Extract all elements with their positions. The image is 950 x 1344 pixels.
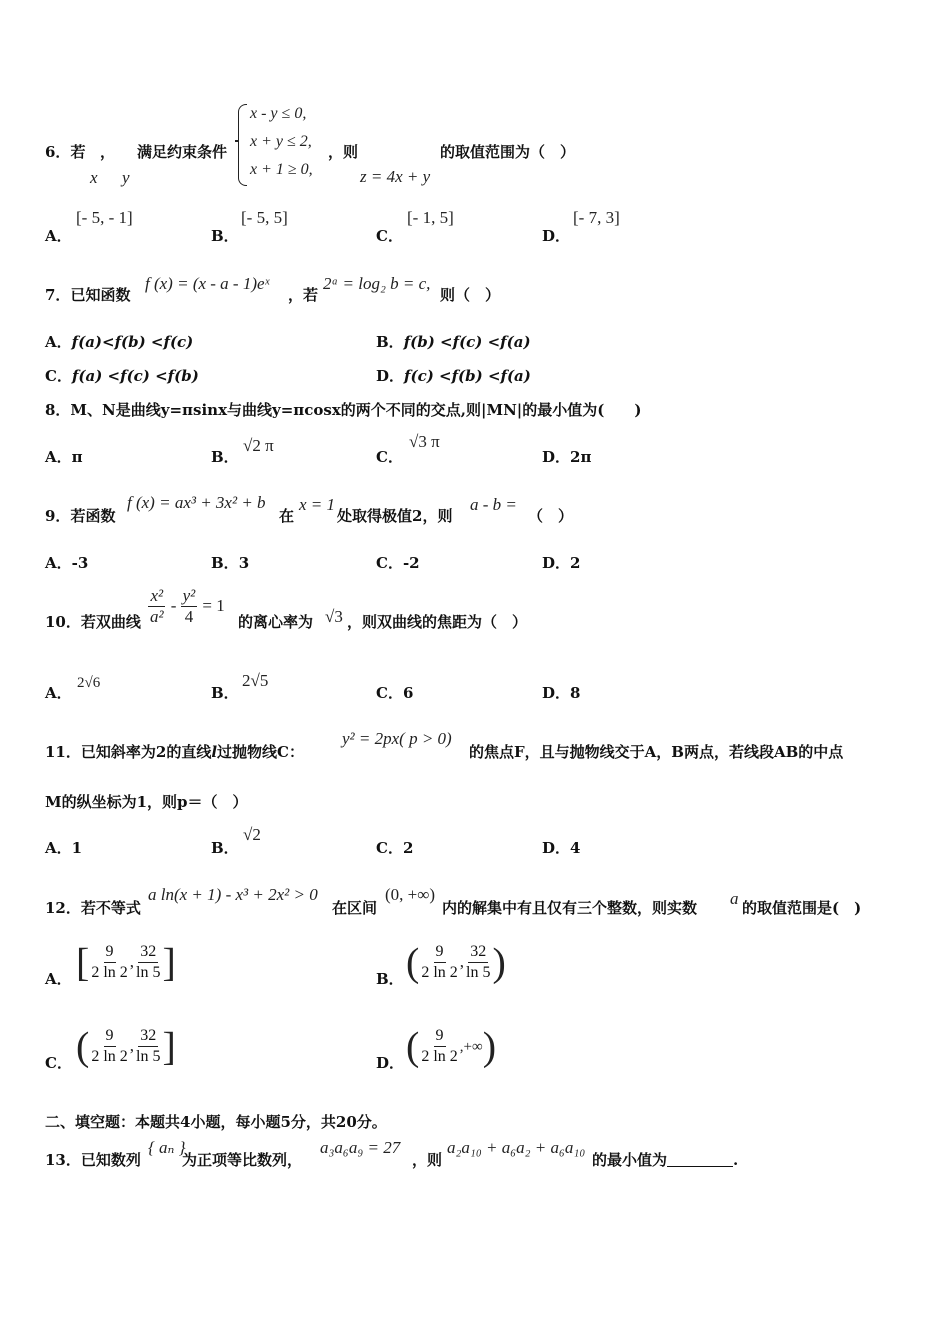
q12-option-d-value: ( $\frac{9}{2 \ln 2}$ ,+∞) [406, 1023, 497, 1069]
q9-extremum: 处取得极值2，则 [337, 507, 453, 525]
q6-option-c-label[interactable]: C． [376, 227, 403, 245]
q11-option-a[interactable]: A．1 [45, 839, 83, 857]
q13-condition: a₃a₆a₉ = 27 [320, 1138, 401, 1157]
q11-option-c[interactable]: C．2 [376, 839, 414, 857]
q6-option-c-value: [- 1, 5] [407, 208, 454, 227]
q6-constraint-3: x + 1 ≥ 0, [250, 161, 313, 178]
q8-option-b-value: √2 π [243, 436, 274, 455]
q6-question: 的取值范围为（ ） [440, 143, 576, 161]
q8-option-d[interactable]: D．2π [542, 448, 592, 466]
q13-answer-blank[interactable] [667, 1152, 733, 1167]
q13-expression: a₂a₁₀ + a₆a₂ + a₆a₁₀ [447, 1138, 586, 1157]
q12-question: 的取值范围是( ) [742, 899, 862, 917]
q6-constraint-1: x - y ≤ 0, [250, 105, 307, 122]
q6-then: ，则 [328, 143, 359, 161]
q9-option-b[interactable]: B．3 [211, 554, 250, 572]
q12-inequality: a ln(x + 1) - x³ + 2x² > 0 [148, 885, 318, 904]
q10-option-b-value: 2√5 [242, 671, 269, 690]
q10-option-c[interactable]: C．6 [376, 684, 414, 702]
q12-interval-label: 在区间 [332, 899, 378, 917]
q11-stem: 11．已知斜率为2的直线l过抛物线C： [45, 743, 304, 761]
q11-parabola: y² = 2px( p > 0) [342, 729, 452, 748]
q12-stem: 12．若不等式 [45, 899, 141, 917]
q10-fraction-y: $\frac{\text{y²}}{4}$ [182, 586, 196, 626]
q13-question: 的最小值为 . [592, 1151, 739, 1169]
q12-option-b-label[interactable]: B． [376, 970, 404, 988]
q6-var-x: x [90, 168, 98, 187]
q6-option-a-label[interactable]: A． [45, 227, 72, 245]
q6-option-b-value: [- 5, 5] [241, 208, 288, 227]
q11-option-b-value: √2 [243, 825, 261, 844]
q9-point: x = 1 [299, 495, 336, 514]
q11-option-d[interactable]: D．4 [542, 839, 581, 857]
q10-eccentricity-label: 的离心率为 [238, 613, 314, 631]
q9-question: （ ） [528, 507, 574, 525]
q7-stem: 7．已知函数 [45, 286, 131, 304]
q10-option-b-label[interactable]: B． [211, 684, 239, 702]
q10-eccentricity: √3 [325, 607, 343, 626]
q10-option-d[interactable]: D．8 [542, 684, 581, 702]
q8-option-b-label[interactable]: B． [211, 448, 239, 466]
q7-option-d[interactable]: D．f(c) <f(b) <f(a) [376, 367, 531, 385]
q6-constraint-label: 满足约束条件 [137, 143, 228, 161]
q8-option-c-label[interactable]: C． [376, 448, 403, 466]
q6-stem: 6．若 [45, 143, 86, 161]
q12-option-a-value: [ $\frac{9}{2 \ln 2}$ , $\frac{32}{\ln 5}$ ] [76, 939, 176, 985]
q6-constraint-2: x + y ≤ 2, [250, 133, 312, 150]
q9-expression: a - b = [470, 495, 517, 514]
q9-stem: 9．若函数 [45, 507, 116, 525]
q12-option-c-value: ( $\frac{9}{2 \ln 2}$ , $\frac{32}{\ln 5}$ ] [76, 1023, 176, 1069]
q13-geometric: 为正项等比数列， [182, 1151, 303, 1169]
q7-condition: 2ᵃ = log₂ b = c, [323, 274, 431, 293]
q10-option-a-label[interactable]: A． [45, 684, 72, 702]
q12-condition: 内的解集中有且仅有三个整数，则实数 [442, 899, 698, 917]
q13-then: ，则 [412, 1151, 443, 1169]
q7-function: f (x) = (x - a - 1)eˣ [145, 274, 270, 293]
q9-option-a[interactable]: A．-3 [45, 554, 89, 572]
q6-option-b-label[interactable]: B． [211, 227, 239, 245]
q7-option-b[interactable]: B．f(b) <f(c) <f(a) [376, 333, 531, 351]
q10-question: ，则双曲线的焦距为（ ） [347, 613, 528, 631]
q13-sequence: { aₙ } [148, 1138, 186, 1157]
q10-fraction-x: $\frac{\text{x²}}{\text{a²}}$ [150, 586, 164, 626]
q11-stem-line2: M的纵坐标为1，则p＝（ ） [45, 793, 248, 811]
q8-option-c-value: √3 π [409, 432, 440, 451]
q7-option-a[interactable]: A．f(a)<f(b) <f(c) [45, 333, 194, 351]
q7-option-c[interactable]: C．f(a) <f(c) <f(b) [45, 367, 199, 385]
q7-question: 则（ ） [440, 286, 501, 304]
q9-at: 在 [279, 507, 295, 525]
q12-interval: (0, +∞) [385, 885, 436, 904]
q10-option-a-value: 2√6 [77, 675, 101, 691]
q12-option-b-value: ( $\frac{9}{2 \ln 2}$ , $\frac{32}{\ln 5}$ ) [406, 939, 506, 985]
q6-objective: z = 4x + y [360, 167, 431, 186]
q6-option-d-value: [- 7, 3] [573, 208, 620, 227]
q6-option-a-value: [- 5, - 1] [76, 208, 133, 227]
q12-option-a-label[interactable]: A． [45, 970, 72, 988]
q11-option-b-label[interactable]: B． [211, 839, 239, 857]
q11-stem-continued: 的焦点F，且与抛物线交于A，B两点，若线段AB的中点 [469, 743, 844, 761]
q9-option-c[interactable]: C．-2 [376, 554, 420, 572]
q6-comma: ， [100, 143, 116, 161]
q12-var-a: a [730, 889, 739, 908]
q8-stem: 8．M、N是曲线y=πsinx与曲线y=πcosx的两个不同的交点,则|MN|的最小值为( ) [45, 401, 642, 419]
q8-option-a[interactable]: A．π [45, 448, 83, 466]
q13-stem: 13．已知数列 [45, 1151, 141, 1169]
q9-option-d[interactable]: D．2 [542, 554, 581, 572]
q7-if: ，若 [288, 286, 319, 304]
q6-var-y: y [122, 168, 130, 187]
q10-hyperbola-equation: $\frac{\text{x²}}{\text{a²}}$ - $\frac{\text{y²}}{4}$ = 1 [150, 586, 225, 626]
q6-option-d-label[interactable]: D． [542, 227, 571, 245]
q12-option-c-label[interactable]: C． [45, 1054, 72, 1072]
q12-option-d-label[interactable]: D． [376, 1054, 405, 1072]
q10-stem: 10．若双曲线 [45, 613, 141, 631]
section-fill-in-title: 二、填空题：本题共4小题，每小题5分，共20分。 [45, 1113, 387, 1131]
q9-function: f (x) = ax³ + 3x² + b [127, 493, 266, 512]
